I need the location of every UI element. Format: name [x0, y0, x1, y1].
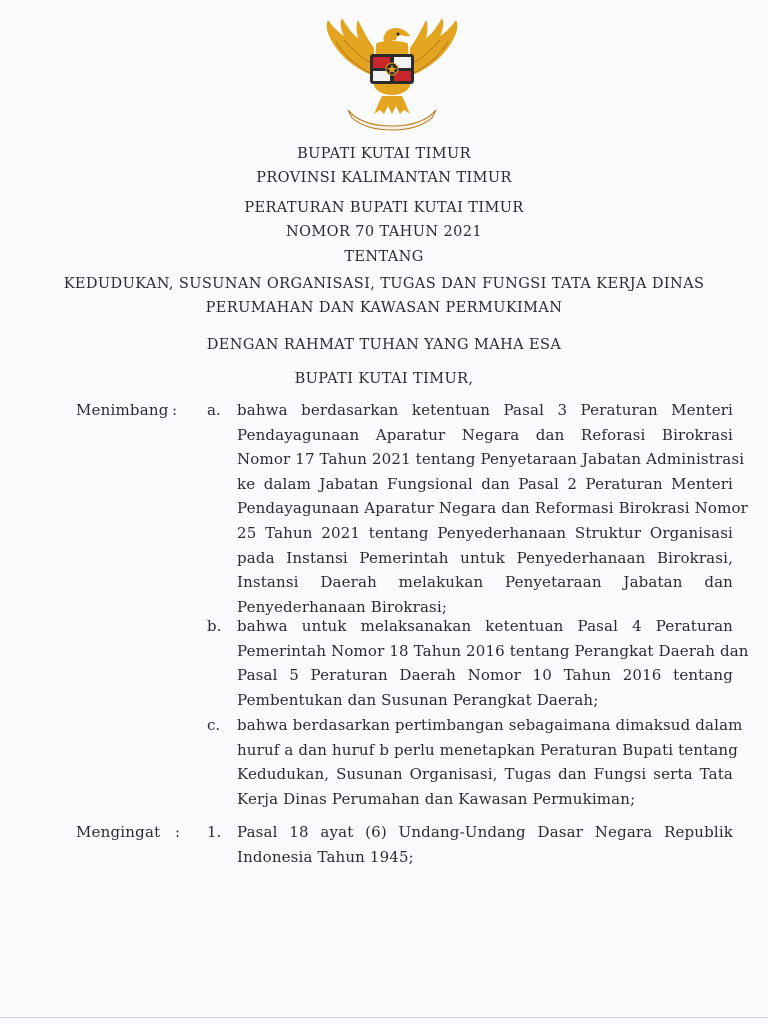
menimbang-label: Menimbang [76, 401, 169, 419]
garuda-emblem-icon [318, 14, 466, 132]
text-line: Pasal 18 ayat (6) Undang-Undang Dasar Negara Republik [237, 823, 733, 841]
menimbang-item-b [237, 614, 749, 712]
preamble-line: DENGAN RAHMAT TUHAN YANG MAHA ESA [206, 337, 562, 353]
text-line: huruf a dan huruf b perlu menetapkan Peraturan Bupati tentang [237, 740, 738, 759]
regent-salutation: BUPATI KUTAI TIMUR, [294, 371, 474, 387]
subject-line-1: KEDUDUKAN, SUSUNAN ORGANISASI, TUGAS DAN FUNGSI TATA KERJA DINAS [63, 276, 705, 292]
item-b-marker: b. [207, 617, 222, 635]
text-line: Pemerintah Nomor 18 Tahun 2016 tentang Perangkat Daerah dan [237, 641, 749, 660]
text-line: Nomor 17 Tahun 2021 tentang Penyetaraan Jabatan Administrasi [237, 450, 745, 469]
province-title: PROVINSI KALIMANTAN TIMUR [256, 170, 512, 186]
text-line: Pendayagunaan Aparatur Negara dan Reforasi Birokrasi [237, 425, 733, 444]
about-label: TENTANG [344, 249, 424, 265]
text-line: Indonesia Tahun 1945; [237, 847, 414, 866]
menimbang-item-c [237, 713, 743, 811]
text-line: pada Instansi Pemerintah untuk Penyederhanaan Birokrasi, [237, 548, 733, 567]
text-line: Pembentukan dan Susunan Perangkat Daerah; [237, 690, 599, 709]
text-line: Penyederhanaan Birokrasi; [237, 597, 448, 616]
item-1-marker: 1. [207, 823, 222, 841]
mengingat-item-1 [237, 820, 733, 869]
text-line: Pasal 5 Peraturan Daerah Nomor 10 Tahun 2016 tentang [237, 666, 733, 685]
text-line: bahwa untuk melaksanakan ketentuan Pasal 4 Peraturan [237, 617, 733, 635]
menimbang-item-a [237, 398, 748, 619]
text-line: bahwa berdasarkan ketentuan Pasal 3 Peraturan Menteri [237, 401, 733, 419]
regulation-title: PERATURAN BUPATI KUTAI TIMUR [244, 200, 524, 216]
regulation-number: NOMOR 70 TAHUN 2021 [286, 224, 482, 240]
mengingat-colon: : [175, 823, 181, 841]
text-line: Kedudukan, Susunan Organisasi, Tugas dan Fungsi serta Tata [237, 765, 733, 784]
item-a-marker: a. [207, 401, 221, 419]
page-bottom-edge [0, 1017, 768, 1018]
text-line: Instansi Daerah melakukan Penyetaraan Jabatan dan [237, 573, 733, 592]
text-line: Kerja Dinas Perumahan dan Kawasan Permukiman; [237, 789, 636, 808]
item-c-marker: c. [207, 716, 221, 734]
text-line: Pendayagunaan Aparatur Negara dan Reformasi Birokrasi Nomor [237, 499, 748, 518]
menimbang-colon: : [172, 401, 178, 419]
text-line: 25 Tahun 2021 tentang Penyederhanaan Struktur Organisasi [237, 523, 733, 542]
mengingat-label: Mengingat [76, 823, 161, 841]
issuer-title: BUPATI KUTAI TIMUR [297, 146, 471, 162]
text-line: ke dalam Jabatan Fungsional dan Pasal 2 Peraturan Menteri [237, 474, 733, 493]
text-line: bahwa berdasarkan pertimbangan sebagaimana dimaksud dalam [237, 716, 743, 734]
subject-line-2: PERUMAHAN DAN KAWASAN PERMUKIMAN [205, 300, 563, 316]
